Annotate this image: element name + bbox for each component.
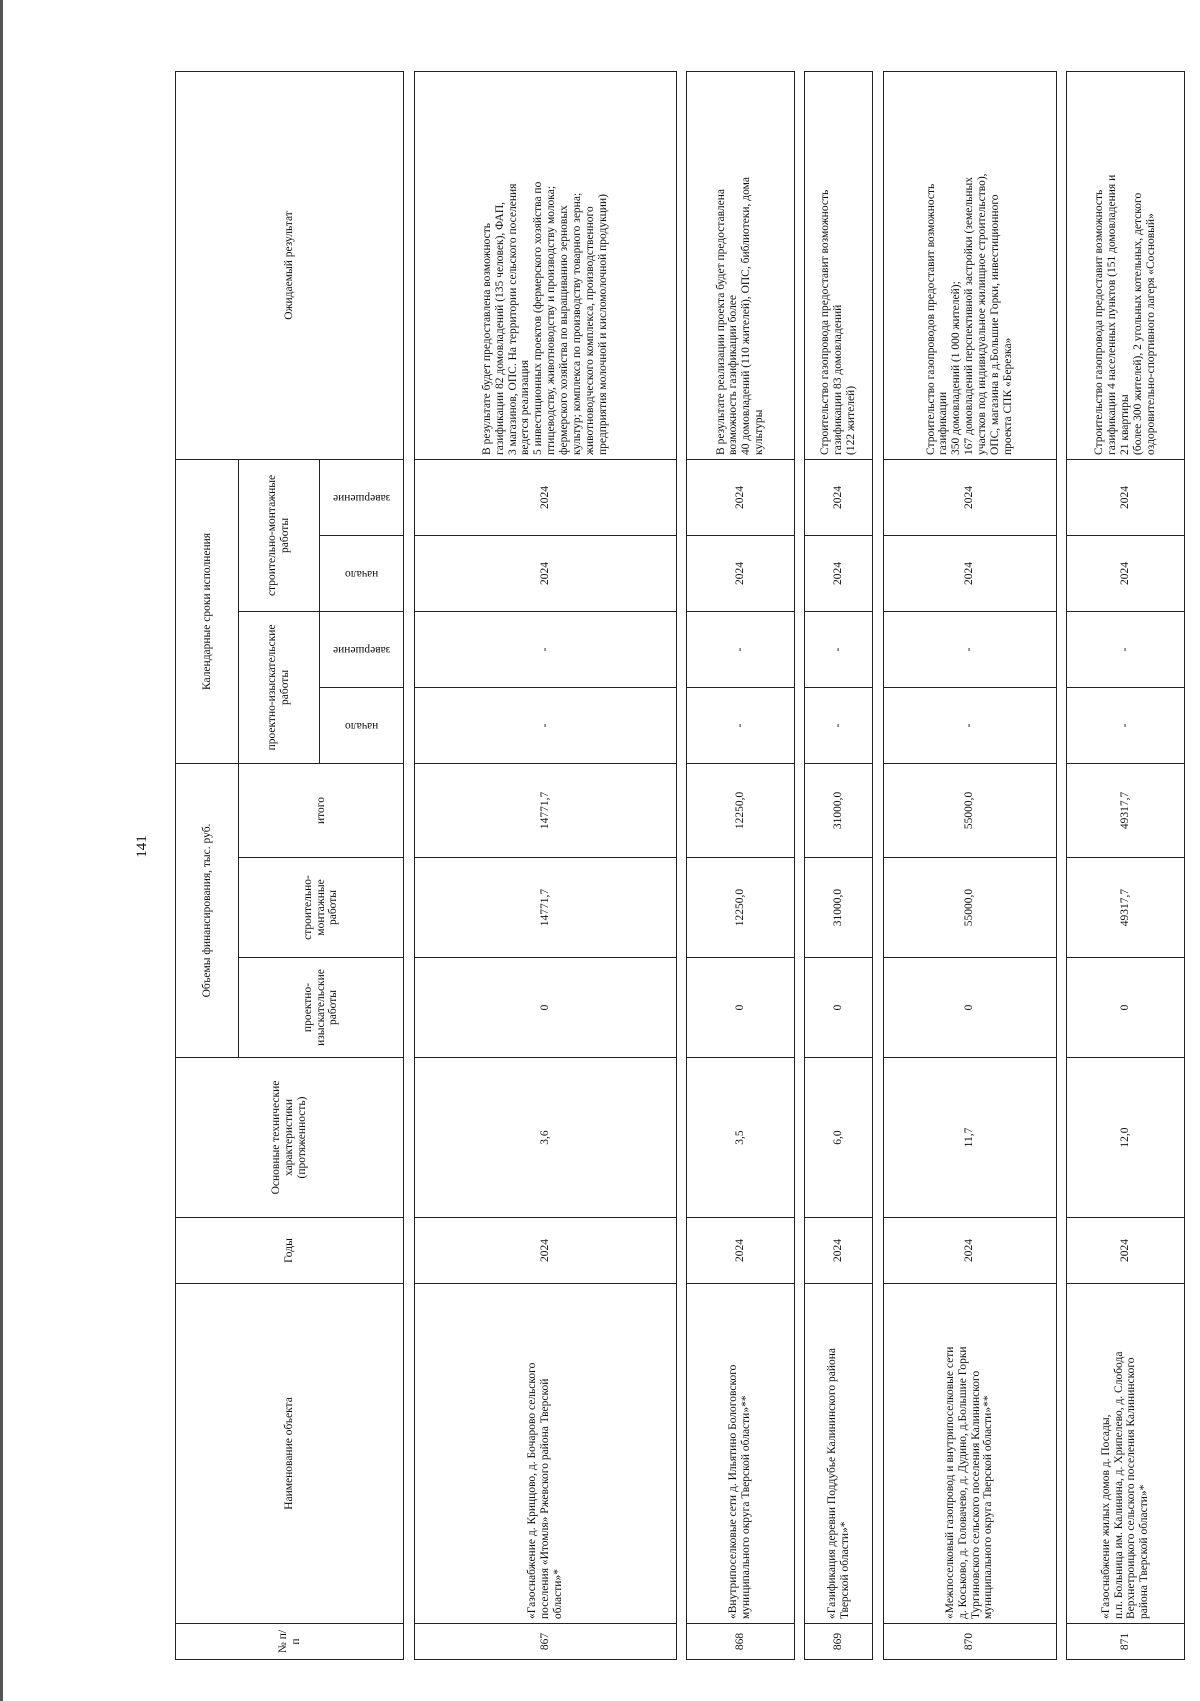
fin-construct: 12250,0 (687, 858, 794, 958)
header-design-end: завершение (333, 643, 391, 656)
design-start: - (687, 687, 794, 763)
fin-design: 0 (414, 958, 676, 1058)
design-start: - (883, 687, 1056, 763)
build-end: 2024 (414, 459, 676, 535)
row-spacer (676, 71, 686, 1659)
year: 2024 (687, 1218, 794, 1284)
table-row (687, 71, 794, 1659)
build-end: 2024 (883, 459, 1056, 535)
page-number: 141 (133, 835, 150, 858)
expected-result: Строительство газопровода предоставит возможность газификации 83 домовладений (122 жителей) (805, 71, 873, 459)
fin-design: 0 (883, 958, 1056, 1058)
length: 11,7 (883, 1058, 1056, 1218)
object-name: «Внутрипоселковые сети д. Ильятино Бологовского муниципального округа Тверской области»** (687, 1284, 794, 1624)
build-start: 2024 (1066, 535, 1184, 611)
row-num: 867 (414, 1624, 676, 1660)
row-spacer (873, 71, 883, 1659)
row-num: 870 (883, 1624, 1056, 1660)
header-spacer (404, 71, 414, 1659)
expected-result: Строительство газопроводов предоставит возможность газификации 350 домовладений (1 000 жителей); 167 домовладений перспективной застройки (земельных участков под индивидуальное жилищное строительство), ОПС, магазина в д.Большие Горки, инвестиционного проекта СПК «Березка» (883, 71, 1056, 459)
fin-design: 0 (805, 958, 873, 1058)
header-sched-construct: строительно-монтажные работы (238, 459, 319, 611)
header-result: Ожидаемый результат (176, 71, 404, 459)
table-row (805, 71, 873, 1659)
row-num: 869 (805, 1624, 873, 1660)
fin-design: 0 (1066, 958, 1184, 1058)
build-start: 2024 (805, 535, 873, 611)
object-name: «Газоснабжение жилых домов д. Посады, п.п. Больница им. Калинина, д. Хрипелево, д. Слобода Верхнетроицкого сельского поселения Калининского района Тверской области»* (1066, 1284, 1184, 1624)
build-end: 2024 (687, 459, 794, 535)
row-num: 871 (1066, 1624, 1184, 1660)
build-start: 2024 (687, 535, 794, 611)
build-start: 2024 (414, 535, 676, 611)
header-name: Наименование объекта (176, 1284, 404, 1624)
fin-total: 12250,0 (687, 763, 794, 857)
header-build-start: начало (345, 567, 379, 580)
fin-design: 0 (687, 958, 794, 1058)
year: 2024 (414, 1218, 676, 1284)
fin-construct: 31000,0 (805, 858, 873, 958)
design-end: - (687, 611, 794, 687)
design-start: - (1066, 687, 1184, 763)
gasification-table (175, 71, 1185, 1660)
length: 6,0 (805, 1058, 873, 1218)
expected-result: Строительство газопровода предоставит возможность газификации 4 населенных пунктов (151 домовладения и 21 квартиры (более 300 жителей), 2 угольных котельных, детского оздоровительно-спортивного лагеря «Сосновый» (1066, 71, 1184, 459)
header-fin-total: итого (238, 763, 403, 857)
design-start: - (805, 687, 873, 763)
fin-total: 49317,7 (1066, 763, 1184, 857)
length: 3,6 (414, 1058, 676, 1218)
header-years: Годы (176, 1218, 404, 1284)
build-end: 2024 (1066, 459, 1184, 535)
object-name: «Газоснабжение д. Криццово, д. Бочарово сельского поселения «Итомля» Ржевского района Тверской области»* (414, 1284, 676, 1624)
design-end: - (1066, 611, 1184, 687)
build-start: 2024 (883, 535, 1056, 611)
object-name: «Межпоселковый газопровод и внутрипоселковые сети д. Коськово, д. Головачево, д. Дудино, д.Большие Горки Тургиновского сельского поселения Калининского муниципального округа Тверской области»** (883, 1284, 1056, 1624)
length: 3,5 (687, 1058, 794, 1218)
header-design-start: начало (345, 719, 379, 732)
design-start: - (414, 687, 676, 763)
year: 2024 (1066, 1218, 1184, 1284)
expected-result: В результате реализации проекта будет предоставлена возможность газификации более 40 домовладений (110 жителей), ОПС, библиотеки, дома культуры (687, 71, 794, 459)
header-build-end: завершение (333, 491, 391, 504)
object-name: «Газификация деревни Поддубье Калининского района Тверской области»* (805, 1284, 873, 1624)
fin-construct: 55000,0 (883, 858, 1056, 958)
design-end: - (883, 611, 1056, 687)
expected-result: В результате будет предоставлена возможность газификации 82 домовладений (135 человек), ФАП, 3 магазинов, ОПС. На территории сельского поселения ведется реализация 5 инвестиционных проектов (фермерского хозяйства по птицеводству, животноводству и производству молока; фермерского хозяйства по выращиванию зерновых культур; комплекса по производству товарного зерна; животноводческого комплекса, производственного предприятия молочной и кисломолочной продукции) (414, 71, 676, 459)
fin-total: 55000,0 (883, 763, 1056, 857)
year: 2024 (883, 1218, 1056, 1284)
header-fin-construct: строительно-монтажные работы (238, 858, 403, 958)
fin-total: 14771,7 (414, 763, 676, 857)
year: 2024 (805, 1218, 873, 1284)
table-row (883, 71, 1056, 1659)
header-num: № п/п (176, 1624, 404, 1660)
fin-construct: 49317,7 (1066, 858, 1184, 958)
fin-total: 31000,0 (805, 763, 873, 857)
length: 12,0 (1066, 1058, 1184, 1218)
design-end: - (805, 611, 873, 687)
header-schedule: Календарные сроки исполнения (176, 459, 239, 763)
build-end: 2024 (805, 459, 873, 535)
header-row-1 (176, 71, 239, 1659)
rotated-table-container (175, 72, 1185, 1660)
row-spacer (1056, 71, 1066, 1659)
design-end: - (414, 611, 676, 687)
header-financing: Объемы финансирования, тыс. руб. (176, 763, 239, 1057)
header-sched-design: проектно-изыскательские работы (238, 611, 319, 763)
scan-edge-line (0, 0, 3, 1701)
header-tech: Основные технические характеристики (протяженность) (176, 1058, 404, 1218)
row-spacer (794, 71, 804, 1659)
table-row (1066, 71, 1184, 1659)
table-row (414, 71, 676, 1659)
fin-construct: 14771,7 (414, 858, 676, 958)
row-num: 868 (687, 1624, 794, 1660)
header-fin-design: проектно-изыскательские работы (238, 958, 403, 1058)
